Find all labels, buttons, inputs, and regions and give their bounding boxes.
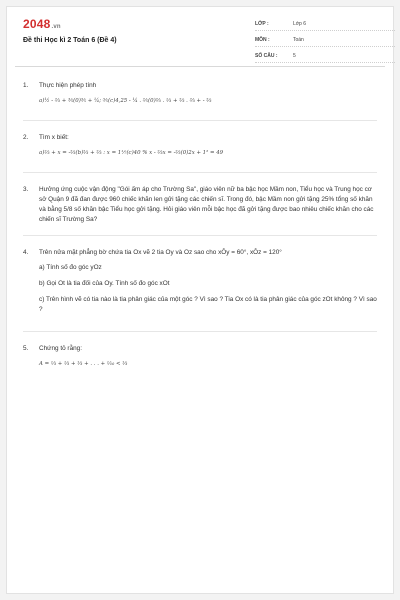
exam-meta [255,17,395,65]
meta-grade-label: LỚP : [255,20,269,27]
question-part-c: c) Trên hình vẽ có tia nào là tia phân giác của một góc ? Vì sao ? Tia Ox có là tia phân giác của góc zOt không ? Vì sao ? [39,296,377,313]
meta-count-label: SỐ CÂU : [255,52,278,59]
question-2 [23,133,377,162]
question-title: Chứng tỏ rằng: [39,345,83,352]
meta-subject-label: MÔN : [255,36,270,43]
brand-name: 2048 [23,17,51,31]
brand-tld: .vn [51,24,61,30]
exam-title: Đề thi Học kì 2 Toán 6 (Đề 4) [23,37,117,44]
question-number: 3. [23,186,29,193]
question-formula: a)⅔ + x = -⅔(b)⅔ + ⅔ : x = 1⅐(c)40 % x - ⅔x = -⅔(0)2x + 1² = 49 [39,150,224,156]
question-title: Tìm x biết: [39,134,69,141]
question-part-a: a) Tính số đo góc yOz [39,264,102,271]
divider [23,331,377,332]
divider [23,120,377,121]
meta-subject-value: Toán [293,36,304,43]
question-title: Trên nửa mặt phẳng bờ chứa tia Ox vẽ 2 tia Oy và Oz sao cho xÔy = 60°, xÔz = 120° [39,249,282,256]
divider [23,172,377,173]
question-1 [23,81,377,110]
meta-count [255,49,395,63]
meta-subject [255,33,395,47]
question-title: Thực hiện phép tính [39,82,97,89]
meta-count-value: 5 [293,52,296,59]
question-number: 5. [23,345,29,352]
meta-grade [255,17,395,31]
question-number: 4. [23,249,29,256]
question-part-b: b) Gọi Ot là tia đối của Oy. Tính số đo góc xOt [39,280,170,287]
question-number: 1. [23,82,29,89]
divider [23,235,377,236]
question-formula: A = ⅓ + ⅓ + ⅓ + . . . + ⅒ < ⅓ [39,361,128,367]
question-3 [23,185,377,225]
question-number: 2. [23,134,29,141]
question-text: Hưởng ứng cuộc vận động "Gói ấm áp cho Trường Sa", giáo viên nữ ba bậc học Mầm non, Tiểu học và Trung học cơ sở Quận 9 đã đan được 960 chiếc khăn len gửi tặng các chiến sĩ. Trong đó, bậc Mầm non gửi tặng 25% tổng số khăn và bằng 5/8 số khăn bậc Tiểu học gởi tặng. Hỏi giáo viên mỗi bậc học đã gởi tặng được bao nhiêu chiếc khăn cho các chiến sĩ Trường Sa? [39,186,374,223]
question-4 [23,248,377,321]
exam-header [15,7,385,67]
question-formula: a)½ - ⅔ + ⅗(0)⅗ + ¼; ⅗(c)4,25 - ¼ . ⅖(0)⅔ . ⅓ + ⅔ . ⅔ + - ⅔ [39,98,212,104]
question-5 [23,344,377,373]
exam-content [7,67,393,373]
meta-grade-value: Lớp 6 [293,20,307,27]
exam-page [6,6,394,594]
brand-logo[interactable] [23,17,61,31]
